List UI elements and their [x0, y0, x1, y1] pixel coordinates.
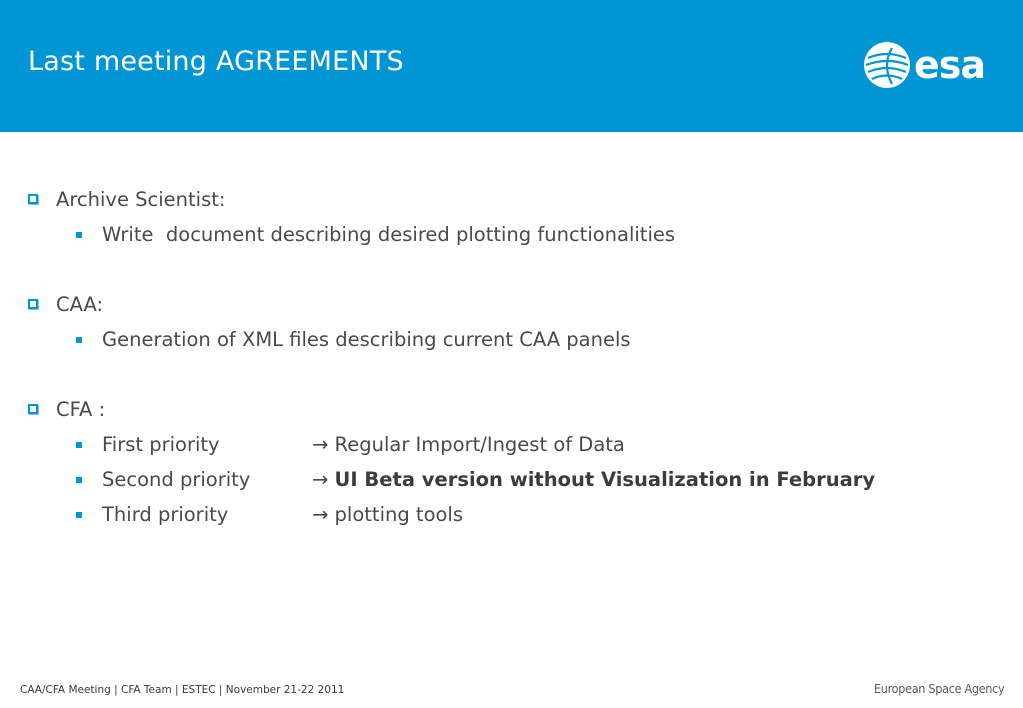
arrow-right-icon: →	[312, 503, 329, 526]
footer-agency-name: European Space Agency	[874, 681, 1005, 696]
section-heading: CAA:	[56, 293, 104, 316]
square-bullet-icon	[76, 232, 82, 238]
square-bullet-icon	[76, 477, 82, 483]
priority-detail-text: Regular Import/Ingest of Data	[334, 433, 625, 456]
slide-title: Last meeting AGREEMENTS	[28, 46, 404, 77]
esa-logo-text: esa	[914, 43, 986, 87]
esa-logo	[862, 40, 1002, 94]
square-bullet-icon	[76, 442, 82, 448]
list-item-label: First priority	[102, 433, 220, 456]
footer-meeting-info: CAA/CFA Meeting | CFA Team | ESTEC | November 21-22 2011	[20, 684, 345, 696]
section-heading: CFA :	[56, 398, 106, 421]
esa-logo-icon	[862, 40, 912, 90]
priority-detail	[312, 432, 625, 458]
priority-detail	[312, 502, 463, 528]
list-item-label: Third priority	[102, 503, 229, 526]
square-bullet-icon	[76, 512, 82, 518]
priority-detail	[312, 467, 875, 493]
priority-detail-text: UI Beta version without Visualization in February	[334, 468, 876, 491]
list-item-label: Write document describing desired plotting functionalities	[102, 223, 676, 246]
checkbox-bullet-icon	[28, 194, 38, 204]
arrow-right-icon: →	[312, 468, 329, 491]
list-item-label: Second priority	[102, 468, 251, 491]
checkbox-bullet-icon	[28, 299, 38, 309]
list-item-label: Generation of XML files describing current CAA panels	[102, 328, 631, 351]
arrow-right-icon: →	[312, 433, 329, 456]
priority-detail-text: plotting tools	[334, 503, 464, 526]
section-heading: Archive Scientist:	[56, 188, 226, 211]
checkbox-bullet-icon	[28, 404, 38, 414]
square-bullet-icon	[76, 337, 82, 343]
header-bar	[0, 0, 1023, 132]
